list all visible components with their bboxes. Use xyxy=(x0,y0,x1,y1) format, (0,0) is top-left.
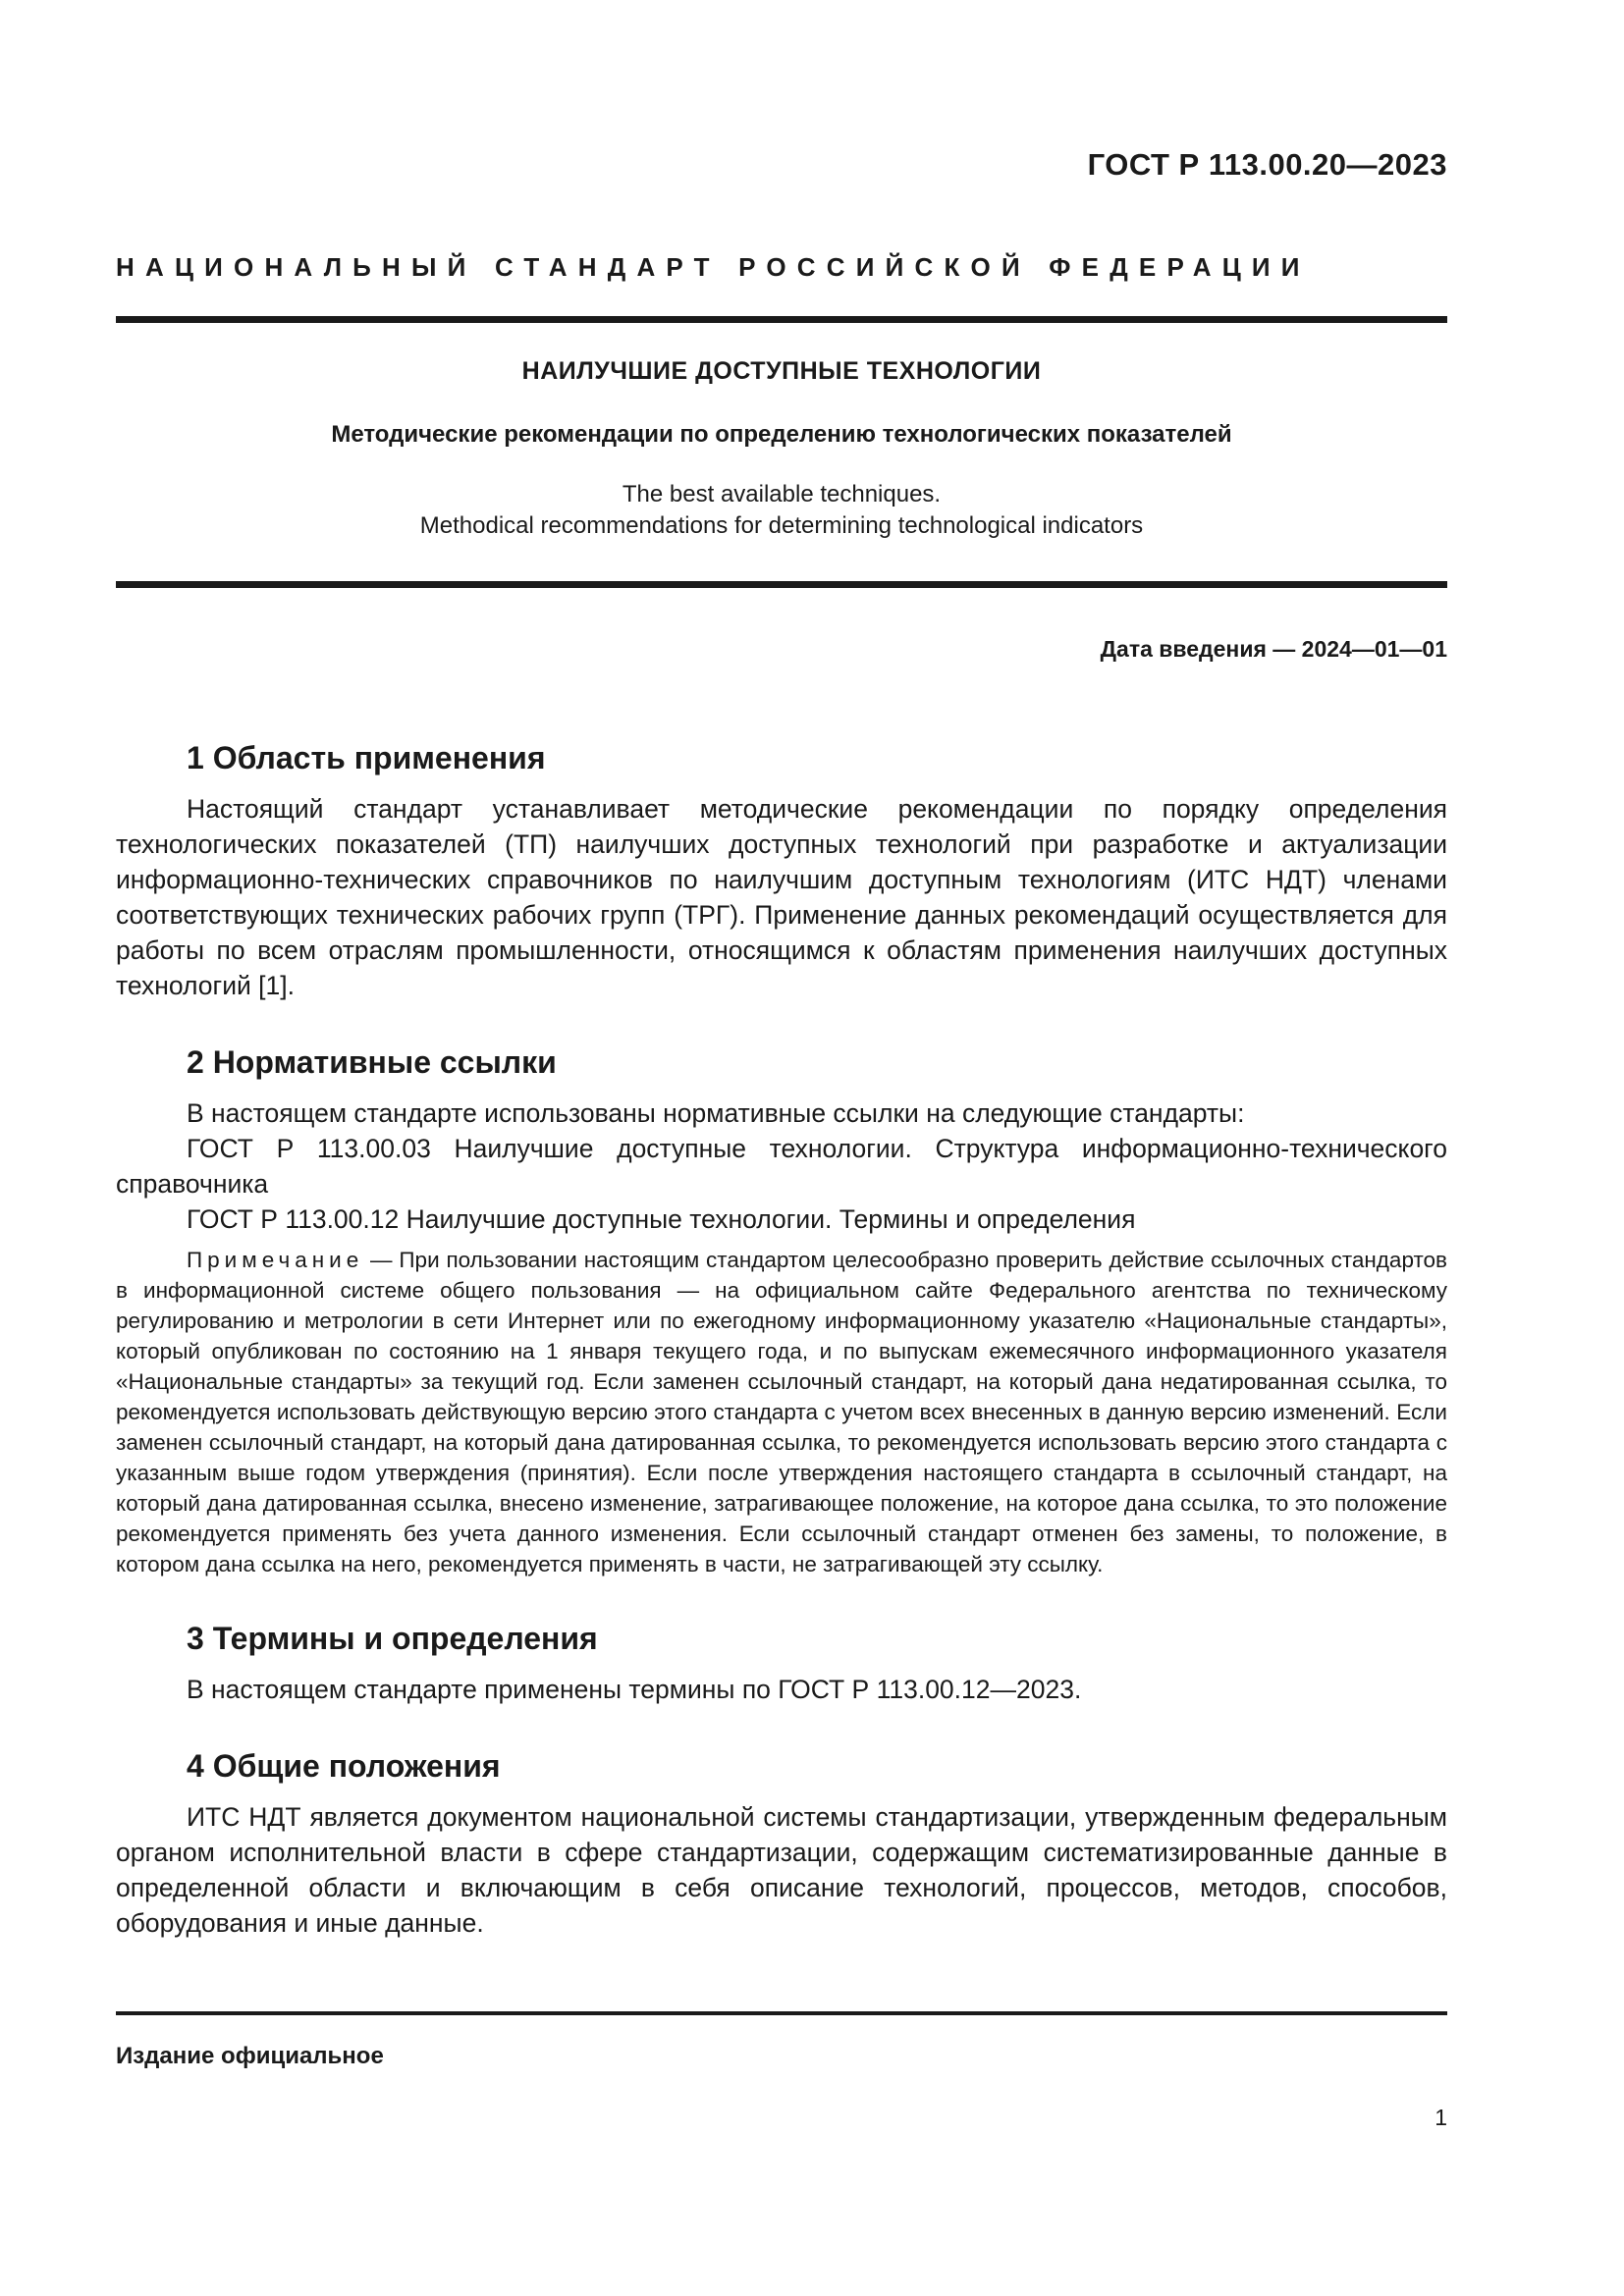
note-text: — При пользовании настоящим стандартом целесообразно проверить действие ссылочных стандартов в информационной системе общего пользования — на официальном сайте Федерального агентства по техническому регулированию и метрологии в сети Интернет или по ежегодному информационному указателю «Национальные стандарты», который опубликован по состоянию на 1 января текущего года, и по выпускам ежемесячного информационного указателя «Национальные стандарты» за текущий год. Если заменен ссылочный стандарт, на который дана недатированная ссылка, то рекомендуется использовать действующую версию этого стандарта с учетом всех внесенных в данную версию изменений. Если заменен ссылочный стандарт, на который дана датированная ссылка, то рекомендуется использовать версию этого стандарта с указанным выше годом утверждения (принятия). Если после утверждения настоящего стандарта в ссылочный стандарт, на который дана датированная ссылка, внесено изменение, затрагивающее положение, на которое дана ссылка, то это положение рекомендуется применять без учета данного изменения. Если ссылочный стандарт отменен без замены, то положение, в котором дана ссылка на него, рекомендуется применять в части, не затрагивающей эту ссылку. xyxy=(116,1248,1447,1576)
document-number: ГОСТ Р 113.00.20—2023 xyxy=(1087,147,1447,182)
section-2-paragraph: В настоящем стандарте использованы нормативные ссылки на следующие стандарты: xyxy=(187,1098,1245,1128)
top-divider xyxy=(116,316,1447,323)
footer-divider xyxy=(116,2011,1447,2015)
document-body xyxy=(116,738,1447,1941)
normative-reference-1: ГОСТ Р 113.00.03 Наилучшие доступные технологии. Структура информационно-технического справочника xyxy=(116,1134,1447,1199)
page-number: 1 xyxy=(1435,2105,1447,2130)
introduction-date: Дата введения — 2024—01—01 xyxy=(1100,636,1447,662)
english-title-line-1: The best available techniques. xyxy=(622,481,942,507)
section-2-heading: 2 Нормативные ссылки xyxy=(187,1044,557,1080)
section-1-heading: 1 Область применения xyxy=(187,740,546,775)
title-block xyxy=(116,355,1447,542)
english-title xyxy=(116,479,1447,542)
section-4-heading: 4 Общие положения xyxy=(187,1748,501,1784)
note-label: Примечание xyxy=(187,1248,364,1272)
section-3-paragraph: В настоящем стандарте применены термины по ГОСТ Р 113.00.12—2023. xyxy=(187,1675,1082,1704)
section-1-paragraph: Настоящий стандарт устанавливает методические рекомендации по порядку определения технологических показателей (ТП) наилучших доступных технологий при разработке и актуализации информационно-технических справочников по наилучшим доступным технологиям (ИТС НДТ) членами соответствующих технических рабочих групп (ТРГ). Применение данных рекомендаций осуществляется для работы по всем отраслям промышленности, относящимся к областям применения наилучших доступных технологий [1]. xyxy=(116,794,1447,1000)
title-divider xyxy=(116,581,1447,588)
document-subtitle: Методические рекомендации по определению технологических показателей xyxy=(331,421,1232,448)
document-title: НАИЛУЧШИЕ ДОСТУПНЫЕ ТЕХНОЛОГИИ xyxy=(521,357,1042,385)
note-paragraph xyxy=(116,1245,1447,1579)
section-4-paragraph: ИТС НДТ является документом национальной системы стандартизации, утвержденным федеральным органом исполнительной власти в сфере стандартизации, содержащим систематизированные данные в определенной области и включающим в себя описание технологий, процессов, методов, способов, оборудования и иные данные. xyxy=(116,1802,1447,1938)
normative-reference-2: ГОСТ Р 113.00.12 Наилучшие доступные технологии. Термины и определения xyxy=(187,1204,1136,1234)
national-standard-title: НАЦИОНАЛЬНЫЙ СТАНДАРТ РОССИЙСКОЙ ФЕДЕРАЦИИ xyxy=(116,252,1311,282)
english-title-line-2: Methodical recommendations for determining technological indicators xyxy=(419,512,1144,539)
official-edition-label: Издание официальное xyxy=(116,2043,384,2069)
section-3-heading: 3 Термины и определения xyxy=(187,1621,598,1656)
